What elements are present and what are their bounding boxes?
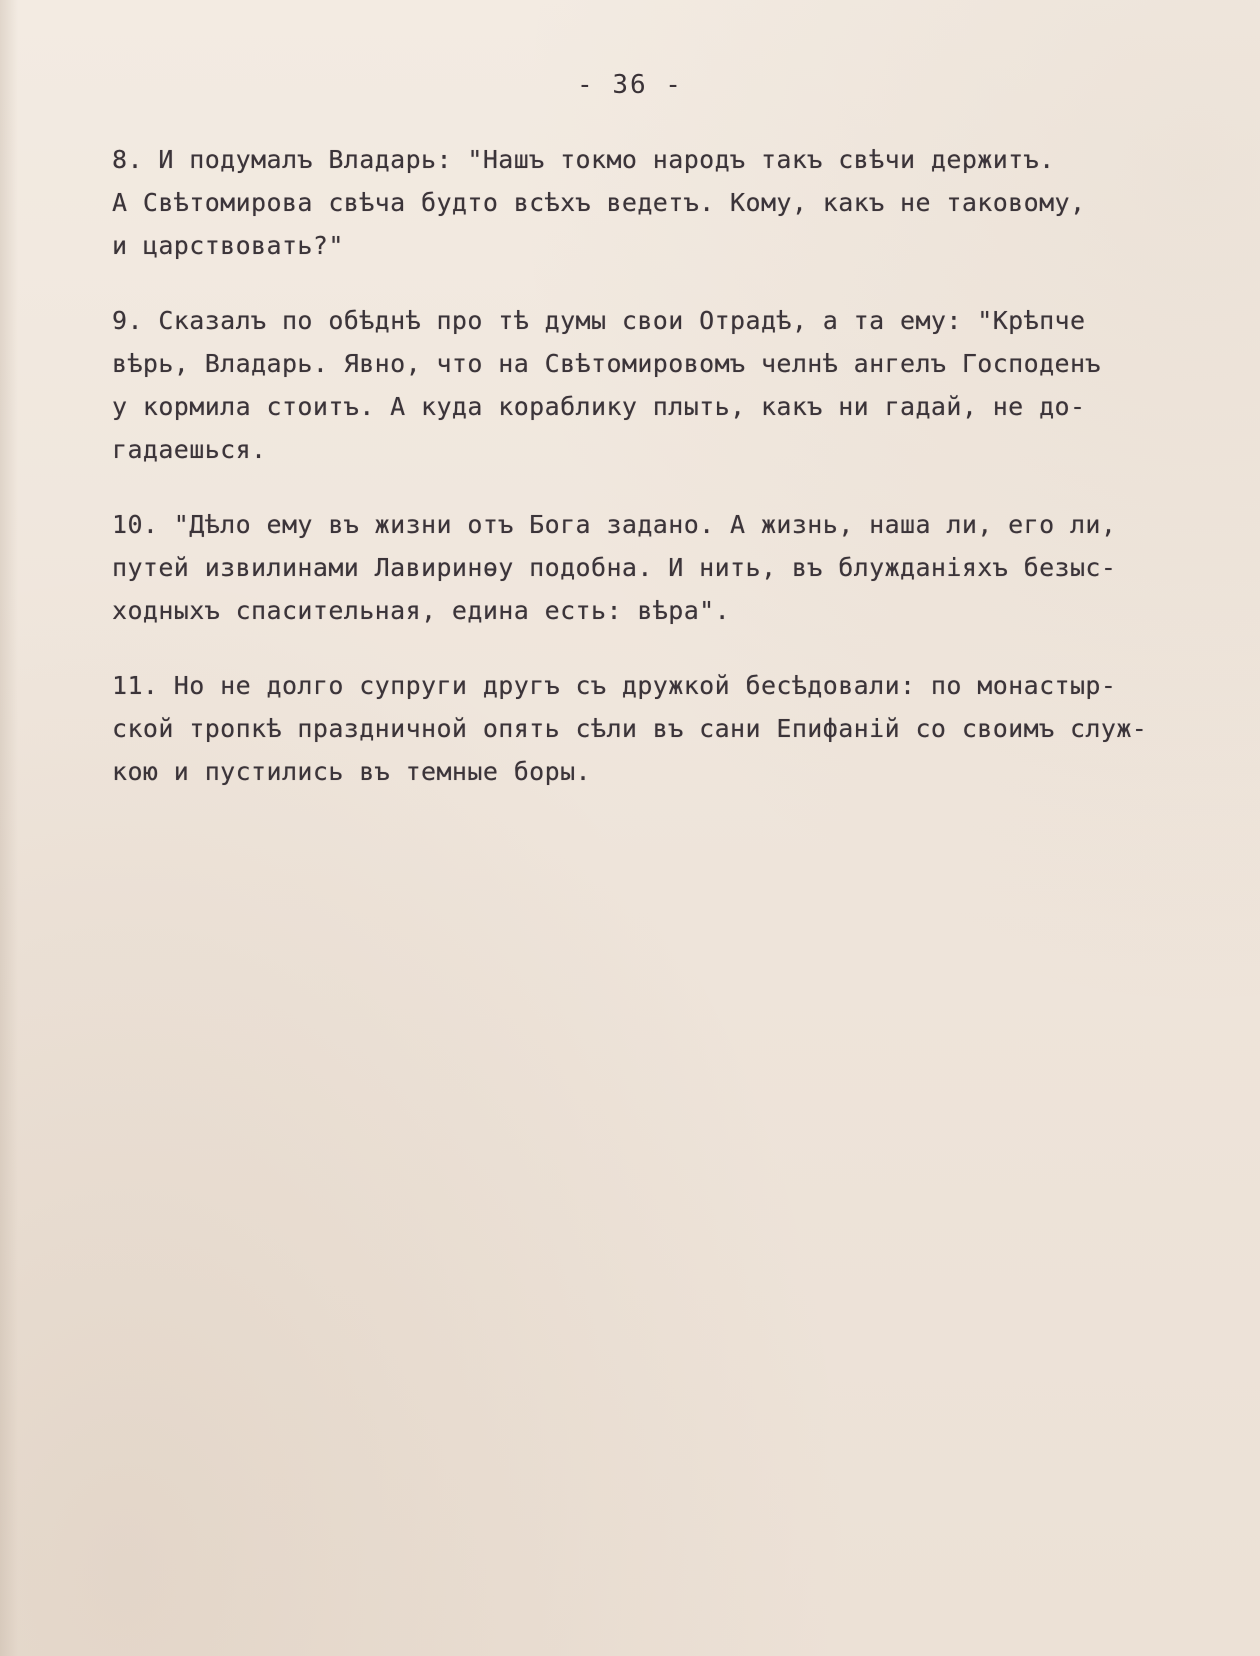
text-line: ходныхъ спасительная, едина есть: вѣра".	[112, 596, 731, 625]
text-line: ской тропкѣ праздничной опять сѣли въ сани Епифаній со своимъ служ-	[112, 714, 1148, 743]
page-fold-shadow	[0, 0, 18, 1656]
text-line: у кормила стоитъ. А куда кораблику плыть, какъ ни гадай, не до-	[112, 392, 1086, 421]
paragraph-11	[112, 664, 1222, 793]
text-line: кою и пустились въ темные боры.	[112, 757, 591, 786]
paragraph-9	[112, 299, 1222, 471]
text-line: 10. "Дѣло ему въ жизни отъ Бога задано. А жизнь, наша ли, его ли,	[112, 510, 1117, 539]
page-number: - 36 -	[577, 70, 683, 100]
text-line: путей извилинами Лавиринѳу подобна. И нить, въ блужданіяхъ безыс-	[112, 553, 1117, 582]
text-line: вѣрь, Владарь. Явно, что на Свѣтомировомъ челнѣ ангелъ Господенъ	[112, 349, 1101, 378]
paragraph-8	[112, 138, 1222, 267]
text-line: гадаешься.	[112, 435, 267, 464]
text-line: 11. Но не долго супруги другъ съ дружкой бесѣдовали: по монастыр-	[112, 671, 1117, 700]
text-line: А Свѣтомирова свѣча будто всѣхъ ведетъ. Кому, какъ не таковому,	[112, 188, 1086, 217]
text-line: 8. И подумалъ Владарь: "Нашъ токмо народъ такъ свѣчи держитъ.	[112, 145, 1055, 174]
paragraph-10	[112, 503, 1222, 632]
page-body	[112, 138, 1222, 825]
text-line: 9. Сказалъ по обѣднѣ про тѣ думы свои Отрадѣ, а та ему: "Крѣпче	[112, 306, 1086, 335]
text-line: и царствовать?"	[112, 231, 344, 260]
